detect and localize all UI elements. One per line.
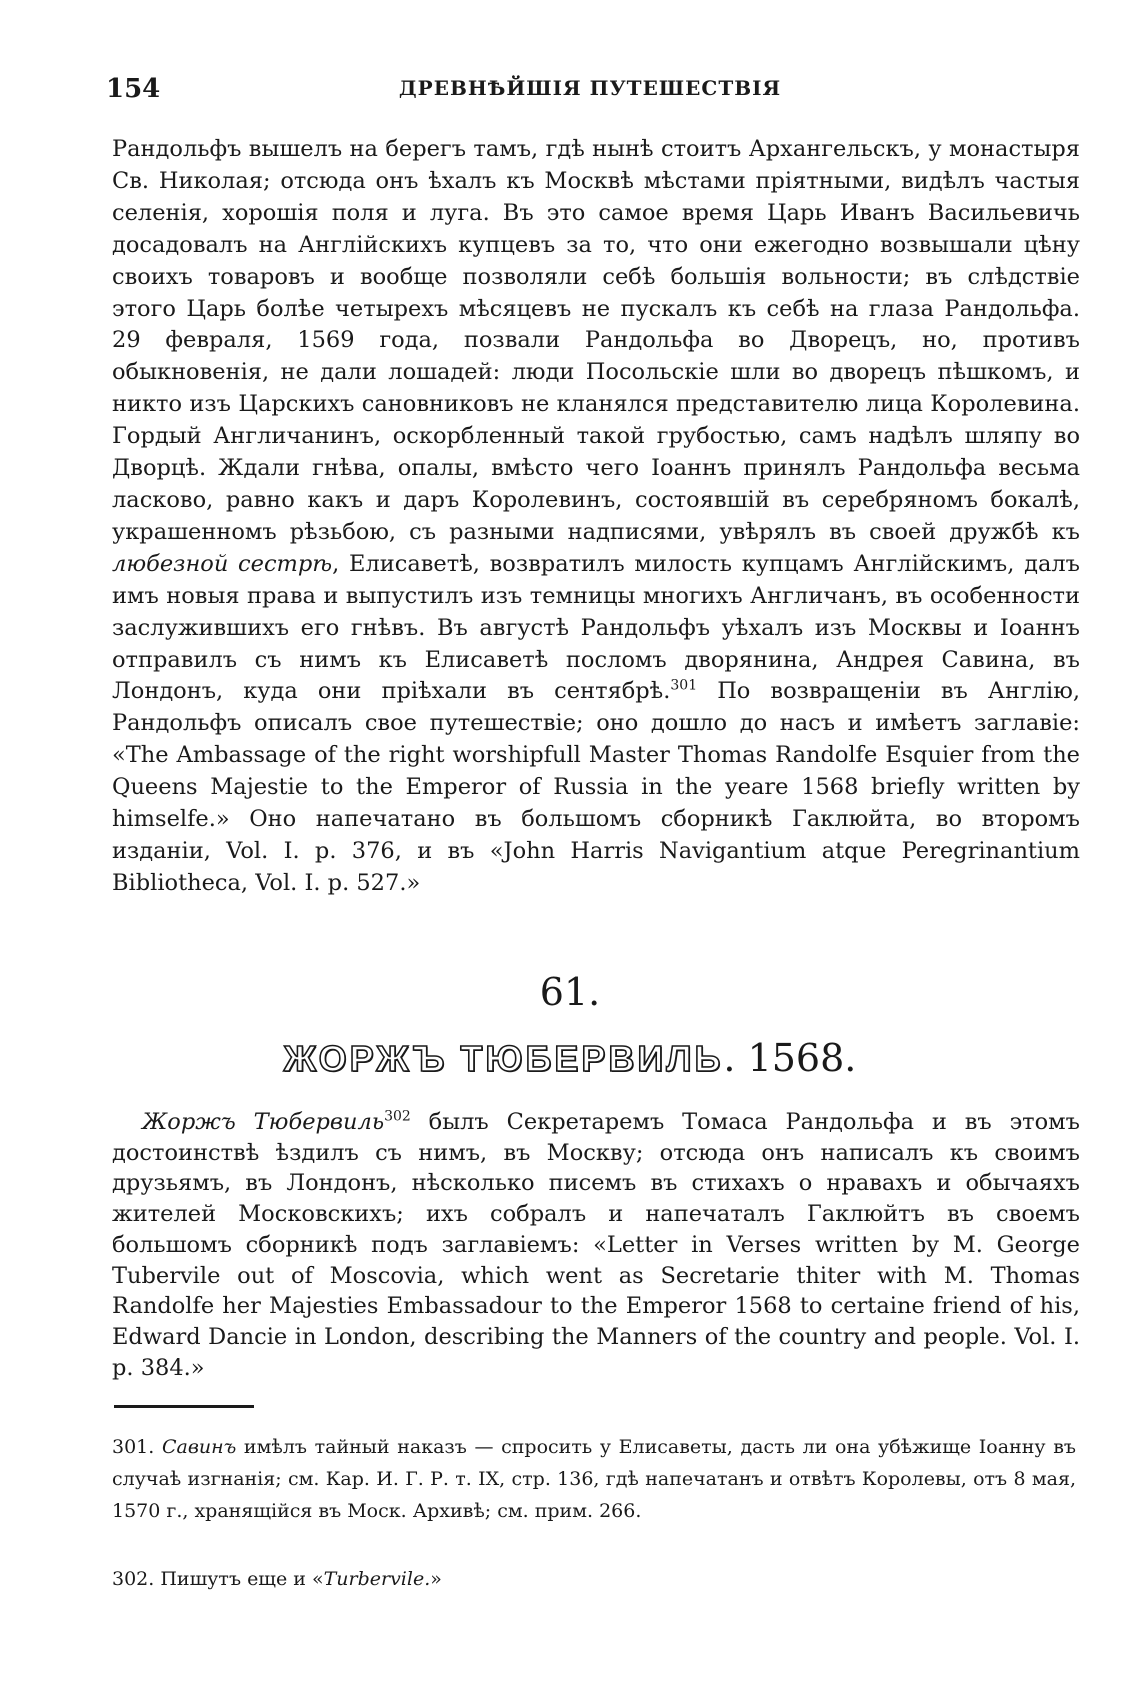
paragraph-text: былъ Секретаремъ Томаса Рандольфа и въ этомъ достоинствѣ ѣздилъ съ нимъ, въ Москву; отсюда онъ написалъ къ своимъ друзьямъ, въ Лондонъ, нѣсколько писемъ въ стихахъ о нравахъ и обычаяхъ жителей Московскихъ; ихъ собралъ и напечаталъ Гаклюйтъ въ своемъ большомъ сборникѣ подъ заглавіемъ: «Letter in Verses written by M. George Tubervile out of Moscovia, which went as Secretarie thiter with M. Thomas Randolfe her Majesties Embassadour to the Emperor 1568 to certaine friend of his, Edward Dancie in London, describing the Manners of the country and people. Vol. I. p. 384.» xyxy=(112,1109,1080,1381)
emphasis-text: любезной сестрѣ xyxy=(112,550,333,577)
paragraph-text: Рандольфъ вышелъ на берегъ тамъ, гдѣ нынѣ стоитъ Архангельскъ, у монастыря Св. Николая; отсюда онъ ѣхалъ къ Москвѣ мѣстами пріятными, видѣлъ частыя селенія, хорошія поля и луга. Въ это самое время Царь Иванъ Васильевичь досадовалъ на Англійскихъ купцевъ за то, что они ежегодно возвышали цѣну своихъ товаровъ и вообще позволяли себѣ большія вольности; въ слѣдствіе этого Царь болѣе четырехъ мѣсяцевъ не пускалъ къ себѣ на глаза Рандольфа. 29 февраля, 1569 года, позвали Рандольфа во Дворецъ, но, противъ обыкновенія, не дали лошадей: люди Посольскіе шли во дворецъ пѣшкомъ, и никто изъ Царскихъ сановниковъ не кланялся представителю лица Королевина. Гордый Англичанинъ, оскорбленный такой грубостью, самъ надѣлъ шляпу во Дворцѣ. Ждали гнѣва, опалы, вмѣсто чего Іоаннъ принялъ Рандольфа весьма ласково, равно какъ и даръ Королевинъ, состоявшій въ серебряномъ бокалѣ, украшенномъ рѣзьбою, съ разными надписями, увѣрялъ въ своей дружбѣ къ xyxy=(112,136,1080,545)
paragraph-randolph xyxy=(112,134,1080,900)
footnote-302 xyxy=(112,1568,442,1590)
paragraph-text: По возвращеніи въ Англію, Рандольфъ описалъ свое путешествіе; оно дошло до насъ и имѣетъ заглавіе: «The Ambassage of the right worshipfull Master Thomas Randolfe Esquier from the Queens Majestie to the Emperor of Russia in the yeare 1568 briefly written by himselfe.» Оно напечатано въ большомъ сборникѣ Гаклюйта, во второмъ изданіи, Vol. I. p. 376, и въ «John Harris Navigantium atque Peregrinantium Bibliotheca, Vol. I. p. 527.» xyxy=(112,678,1080,896)
entry-number: 61. xyxy=(539,970,601,1014)
paragraph-text: , Елисаветѣ, возвратилъ милость купцамъ Англійскимъ, далъ имъ новыя права и выпустилъ изъ темницы многихъ Англичанъ, въ особенности заслужившихъ его гнѣвъ. Въ августѣ Рандольфъ уѣхалъ изъ Москвы и Іоаннъ отправилъ съ нимъ къ Елисаветѣ посломъ дворянина, Андрея Савина, въ Лондонъ, куда они пріѣхали въ сентябрѣ. xyxy=(112,550,1080,705)
footnote-divider xyxy=(114,1405,254,1408)
footnote-ref-302[interactable]: 302 xyxy=(384,1108,411,1125)
entry-heading xyxy=(0,1036,1140,1080)
person-name-italic: Жоржъ Тюбервиль xyxy=(142,1109,385,1135)
footnote-text: имѣлъ тайный наказъ — спросить у Елисаветы, дасть ли она убѣжище Іоанну въ случаѣ изгнанія; см. Кар. И. Г. Р. т. IX, стр. 136, гдѣ напечатанъ и отвѣтъ Королевы, отъ 8 мая, 1570 г., хранящійся въ Моск. Архивѣ; см. прим. 266. xyxy=(112,1436,1076,1522)
book-title: ДРЕВНѢЙШІЯ ПУТЕШЕСТВІЯ xyxy=(398,76,782,100)
footnote-301 xyxy=(112,1431,1076,1527)
running-header xyxy=(0,74,1140,114)
footnote-ref-301[interactable]: 301 xyxy=(670,677,698,694)
footnote-italic: Turbervile. xyxy=(323,1568,431,1590)
footnote-text: Пишутъ еще и « xyxy=(154,1568,324,1590)
footnote-close: » xyxy=(430,1568,442,1590)
footnote-number: 301. xyxy=(112,1436,155,1458)
paragraph-turberville xyxy=(112,1107,1080,1383)
page-number: 154 xyxy=(106,74,161,104)
entry-name: ЖОРЖЪ ТЮБЕРВИЛЬ xyxy=(283,1038,724,1079)
footnote-number: 302. xyxy=(112,1568,155,1590)
entry-year: . 1568. xyxy=(723,1036,857,1080)
footnote-lead: Савинъ xyxy=(161,1436,237,1458)
